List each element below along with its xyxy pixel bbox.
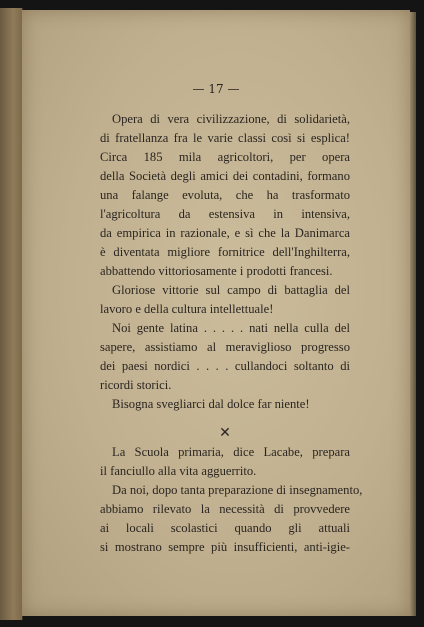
text-line: l'agricoltura da estensiva in intensiva,	[100, 207, 350, 221]
text-line: ai locali scolastici quando gli attuali	[100, 521, 350, 535]
section-separator: ✕	[219, 426, 231, 441]
text-line: Noi gente latina . . . . . nati nella culla del	[112, 321, 350, 335]
text-line: della Società degli amici dei contadini, formano	[100, 169, 350, 183]
text-line: ricordi storici.	[100, 378, 172, 392]
text-line: una falange evoluta, che ha trasformato	[100, 188, 350, 202]
text-line: sapere, assistiamo al meraviglioso progresso	[100, 340, 350, 354]
text-line: Bisogna svegliarci dal dolce far niente!	[112, 397, 310, 411]
text-line: Da noi, dopo tanta preparazione di insegnamento,	[112, 483, 363, 497]
paragraph-4	[100, 395, 350, 414]
text-line: Gloriose vittorie sul campo di battaglia del	[112, 283, 350, 297]
text-line: Circa 185 mila agricoltori, per opera	[100, 150, 350, 164]
paragraph-2	[100, 281, 350, 319]
paragraph-1	[100, 110, 350, 281]
text-line: abbiamo rilevato la necessità di provvedere	[100, 502, 350, 516]
text-line: Opera di vera civilizzazione, di solidarietà,	[112, 112, 350, 126]
text-line: dei paesi nordici . . . . cullandoci soltanto di	[100, 359, 350, 373]
paragraph-6	[100, 481, 363, 557]
paragraph-5	[100, 443, 350, 481]
page-edge	[410, 12, 416, 616]
text-line: si mostrano sempre più insufficienti, anti-igie-	[100, 540, 350, 554]
page-number: — 17 —	[192, 82, 240, 96]
text-line: è diventata migliore fornitrice dell'Inghilterra,	[100, 245, 350, 259]
body-text	[100, 110, 363, 557]
text-line: lavoro e della cultura intellettuale!	[100, 302, 274, 316]
paragraph-3	[100, 319, 350, 395]
text-line: abbattendo vittoriosamente i prodotti francesi.	[100, 264, 333, 278]
book-page	[22, 10, 410, 616]
facing-page-edge	[0, 8, 23, 620]
text-line: La Scuola primaria, dice Lacabe, prepara	[112, 445, 350, 459]
text-line: di fratellanza fra le varie classi così si esplica!	[100, 131, 350, 145]
text-line: il fanciullo alla vita agguerrito.	[100, 464, 257, 478]
text-line: da empirica in razionale, e sì che la Danimarca	[100, 226, 350, 240]
